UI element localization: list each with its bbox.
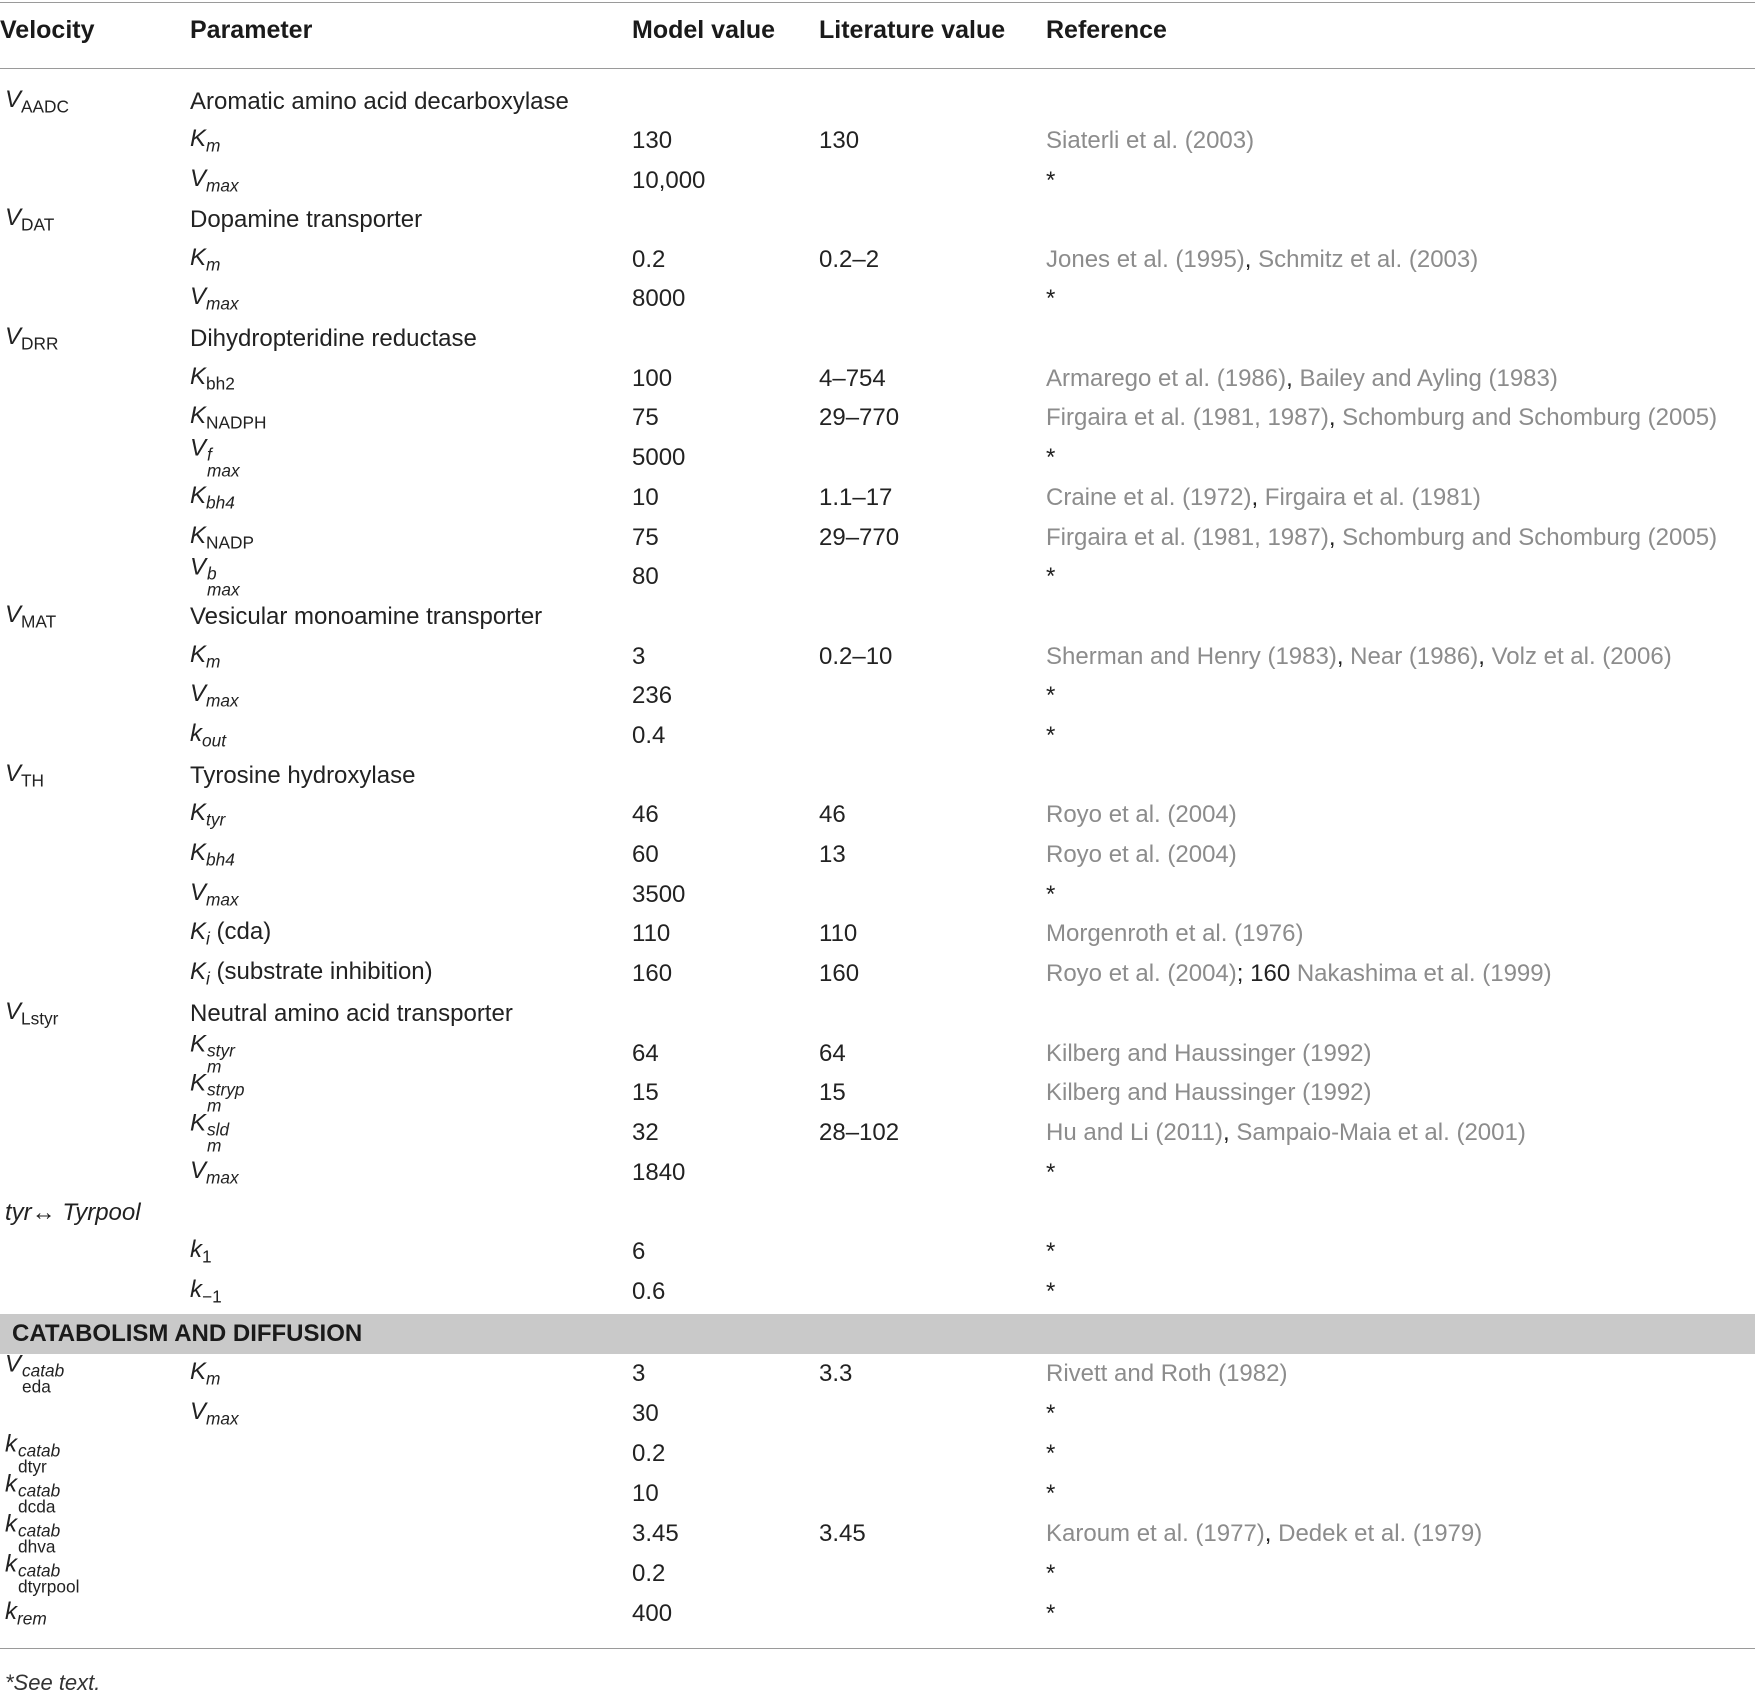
parameter-cell: $V_{max}$ — [190, 1398, 239, 1429]
reference-link[interactable]: Bailey and Ayling (1983) — [1299, 365, 1558, 392]
see-text-marker: * — [1046, 563, 1056, 590]
model-value: 3 — [632, 1360, 646, 1387]
model-value: 60 — [632, 841, 659, 868]
see-text-marker: * — [1046, 1440, 1056, 1467]
reference-link[interactable]: Hu and Li (2011) — [1046, 1119, 1223, 1146]
table-row — [0, 1510, 1755, 1557]
reference-link[interactable]: Kilberg and Haussinger (1992) — [1046, 1079, 1372, 1106]
model-value: 10,000 — [632, 167, 706, 194]
model-value: 236 — [632, 682, 673, 709]
model-value: 30 — [632, 1400, 659, 1427]
reference-link[interactable]: Schmitz et al. (2003) — [1258, 246, 1479, 273]
model-value: 64 — [632, 1040, 659, 1067]
see-text-marker: * — [1046, 682, 1056, 709]
reference-cell: Firgaira et al. (1981, 1987), Schomburg and Schomburg (2005) — [1046, 524, 1718, 551]
literature-value: 28–102 — [819, 1119, 900, 1146]
table-row — [0, 1550, 1755, 1597]
parameter-cell: $K_m$ — [190, 641, 221, 672]
header-reference: Reference — [1046, 16, 1167, 44]
reference-link[interactable]: Near (1986) — [1350, 643, 1479, 670]
reference-cell: Royo et al. (2004); 160 Nakashima et al. (1999) — [1046, 960, 1552, 987]
reference-link[interactable]: Sherman and Henry (1983) — [1046, 643, 1337, 670]
table-row — [0, 161, 1755, 201]
parameter-cell: $V_{max}$ — [190, 879, 239, 910]
table-row — [0, 1153, 1755, 1193]
reference-link[interactable]: Siaterli et al. (2003) — [1046, 127, 1255, 154]
table-row — [0, 835, 1755, 875]
table-row — [0, 478, 1755, 518]
header-velocity: Velocity — [0, 16, 95, 44]
model-value: 3 — [632, 643, 646, 670]
table-row — [0, 319, 1755, 359]
model-value: 3.45 — [632, 1520, 679, 1547]
footnote: *See text. — [5, 1670, 101, 1695]
parameter-cell: $K_m$ — [190, 125, 221, 156]
see-text-marker: * — [1046, 1400, 1056, 1427]
table-row — [0, 994, 1755, 1034]
parameter-cell: $K_i$ (substrate inhibition) — [190, 958, 433, 989]
reference-cell: Craine et al. (1972), Firgaira et al. (1981) — [1046, 484, 1481, 511]
parameter-cell: $V_{max}$ — [190, 165, 239, 196]
reference-cell: Jones et al. (1995), Schmitz et al. (2003) — [1046, 246, 1479, 273]
reference-link[interactable]: Jones et al. (1995) — [1046, 246, 1245, 273]
parameter-cell: $k_{out}$ — [190, 720, 227, 751]
see-text-marker: * — [1046, 285, 1056, 312]
reference-cell: Hu and Li (2011), Sampaio-Maia et al. (2001) — [1046, 1119, 1526, 1146]
see-text-marker: * — [1046, 444, 1056, 471]
velocity-cell: $V_{DRR}$ — [5, 323, 59, 354]
parameter-cell: $K_i$ (cda) — [190, 918, 272, 949]
model-value: 10 — [632, 484, 659, 511]
literature-value: 1.1–17 — [819, 484, 893, 511]
model-value: 0.2 — [632, 246, 666, 273]
table-row — [0, 553, 1755, 600]
parameter-cell: $K_{NADP}$ — [190, 522, 254, 553]
table-row — [0, 1232, 1755, 1272]
table-row — [0, 1109, 1755, 1156]
literature-value: 110 — [819, 920, 858, 947]
velocity-cell: $V_{AADC}$ — [5, 86, 69, 117]
reference-link[interactable]: Dedek et al. (1979) — [1278, 1520, 1483, 1547]
parameter-cell: V b max — [190, 553, 240, 600]
table-row — [0, 795, 1755, 835]
reference-link[interactable]: Firgaira et al. (1981) — [1264, 484, 1481, 511]
velocity-cell: $V_{Lstyr}$ — [5, 998, 59, 1029]
see-text-marker: * — [1046, 881, 1056, 908]
literature-value: 13 — [819, 841, 846, 868]
table-row — [0, 1350, 1755, 1397]
literature-value: 4–754 — [819, 365, 886, 392]
header-model-value: Model value — [632, 16, 776, 44]
table-row — [0, 1594, 1755, 1634]
reference-link[interactable]: Sampaio-Maia et al. (2001) — [1236, 1119, 1526, 1146]
model-value: 0.4 — [632, 722, 666, 749]
reference-link[interactable]: Schomburg and Schomburg (2005) — [1342, 404, 1718, 431]
reference-cell: Karoum et al. (1977), Dedek et al. (1979) — [1046, 1520, 1483, 1547]
see-text-marker: * — [1046, 167, 1056, 194]
reference-link[interactable]: Rivett and Roth (1982) — [1046, 1360, 1288, 1387]
parameter-cell: $K_{NADPH}$ — [190, 402, 267, 433]
model-value: 80 — [632, 563, 659, 590]
model-value: 0.2 — [632, 1440, 666, 1467]
table-row — [0, 637, 1755, 677]
model-value: 75 — [632, 404, 659, 431]
table-row — [0, 1272, 1755, 1312]
velocity-cell: k catab dtyrpool — [5, 1550, 80, 1597]
reference-link[interactable]: Morgenroth et al. (1976) — [1046, 920, 1304, 947]
reference-cell: Armarego et al. (1986), Bailey and Ayling (1983) — [1046, 365, 1558, 392]
parameter-cell: $K_{bh4}$ — [190, 482, 235, 513]
literature-value: 29–770 — [819, 404, 900, 431]
velocity-cell: $V_{DAT}$ — [5, 204, 55, 235]
reference-link[interactable]: Schomburg and Schomburg (2005) — [1342, 524, 1718, 551]
velocity-cell: $V_{MAT}$ — [5, 601, 57, 632]
table-row — [0, 914, 1755, 954]
table-row — [0, 240, 1755, 280]
reference-cell: Firgaira et al. (1981, 1987), Schomburg and Schomburg (2005) — [1046, 404, 1718, 431]
table-row — [0, 398, 1755, 438]
velocity-cell: V catab eda — [5, 1350, 65, 1397]
literature-value: 0.2–10 — [819, 643, 893, 670]
parameter-cell: $K_{tyr}$ — [190, 799, 226, 830]
enzyme-name: Aromatic amino acid decarboxylase — [190, 88, 569, 115]
reference-link[interactable]: Karoum et al. (1977) — [1046, 1520, 1265, 1547]
literature-value: 64 — [819, 1040, 846, 1067]
table-row — [0, 954, 1755, 994]
table-row — [0, 1394, 1755, 1434]
header-rule — [0, 68, 1755, 69]
parameter-cell: K stryp m — [190, 1069, 245, 1116]
model-value: 160 — [632, 960, 673, 987]
table-top-rule — [0, 2, 1755, 3]
table-row — [0, 518, 1755, 558]
literature-value: 160 — [819, 960, 860, 987]
table-row — [0, 597, 1755, 637]
table-row — [0, 279, 1755, 319]
section-header — [0, 1314, 1755, 1354]
reference-link[interactable]: Firgaira et al. (1981, 1987) — [1046, 524, 1329, 551]
reference-link[interactable]: Royo et al. (2004) — [1046, 960, 1237, 987]
section-title: CATABOLISM AND DIFFUSION — [12, 1320, 363, 1347]
model-value: 0.2 — [632, 1560, 666, 1587]
table-row — [0, 121, 1755, 161]
table-row — [0, 82, 1755, 122]
reference-link[interactable]: Royo et al. (2004) — [1046, 841, 1237, 868]
parameter-cell: $V_{max}$ — [190, 680, 239, 711]
model-value: 8000 — [632, 285, 686, 312]
parameter-cell: $V_{max}$ — [190, 1157, 239, 1188]
header-parameter: Parameter — [190, 16, 313, 44]
see-text-marker: * — [1046, 722, 1056, 749]
reference-cell: Sherman and Henry (1983), Near (1986), Volz et al. (2006) — [1046, 643, 1672, 670]
literature-value: 15 — [819, 1079, 846, 1106]
reference-link[interactable]: Nakashima et al. (1999) — [1296, 960, 1552, 987]
table-row — [0, 200, 1755, 240]
reference-link[interactable]: Royo et al. (2004) — [1046, 801, 1237, 828]
model-value: 400 — [632, 1600, 673, 1627]
reference-link[interactable]: Firgaira et al. (1981, 1987) — [1046, 404, 1329, 431]
table-row — [0, 1470, 1755, 1517]
velocity-cell: $V_{TH}$ — [5, 760, 45, 791]
velocity-cell: k catab dhva — [5, 1510, 61, 1557]
table-row — [0, 359, 1755, 399]
model-value: 130 — [632, 127, 673, 154]
model-value: 10 — [632, 1480, 659, 1507]
reference-link[interactable]: Kilberg and Haussinger (1992) — [1046, 1040, 1372, 1067]
literature-value: 29–770 — [819, 524, 900, 551]
table-row — [0, 875, 1755, 915]
see-text-marker: * — [1046, 1560, 1056, 1587]
see-text-marker: * — [1046, 1480, 1056, 1507]
table-row — [0, 434, 1755, 481]
enzyme-name: Dopamine transporter — [190, 206, 423, 233]
velocity-cell: tyr↔ Tyrpool — [5, 1199, 141, 1226]
model-value: 110 — [632, 920, 671, 947]
model-value: 46 — [632, 801, 659, 828]
model-value: 32 — [632, 1119, 659, 1146]
table-row — [0, 716, 1755, 756]
parameter-cell: $k_1$ — [190, 1236, 212, 1267]
header-literature-value: Literature value — [819, 16, 1006, 44]
table-row — [0, 1069, 1755, 1116]
parameter-cell: V f max — [190, 434, 240, 481]
model-value: 75 — [632, 524, 659, 551]
table-row — [0, 1193, 1755, 1233]
velocity-cell: $k_{rem}$ — [5, 1598, 47, 1629]
enzyme-name: Tyrosine hydroxylase — [190, 762, 416, 789]
model-value: 0.6 — [632, 1278, 666, 1305]
parameter-cell: $K_{bh2}$ — [190, 363, 235, 394]
table-row — [0, 676, 1755, 716]
literature-value: 0.2–2 — [819, 246, 880, 273]
velocity-cell: k catab dcda — [5, 1470, 61, 1517]
enzyme-name: Vesicular monoamine transporter — [190, 603, 543, 630]
reference-link[interactable]: Armarego et al. (1986) — [1046, 365, 1287, 392]
literature-value: 3.45 — [819, 1520, 866, 1547]
parameter-cell: K styr m — [190, 1030, 235, 1077]
model-value: 15 — [632, 1079, 659, 1106]
parameter-cell: $K_m$ — [190, 244, 221, 275]
parameter-cell: $k_{-1}$ — [190, 1276, 222, 1307]
reference-link[interactable]: Craine et al. (1972) — [1046, 484, 1252, 511]
table-row — [0, 1430, 1755, 1477]
model-value: 3500 — [632, 881, 686, 908]
model-value: 100 — [632, 365, 673, 392]
reference-link[interactable]: Volz et al. (2006) — [1491, 643, 1672, 670]
see-text-marker: * — [1046, 1238, 1056, 1265]
see-text-marker: * — [1046, 1600, 1056, 1627]
enzyme-name: Dihydropteridine reductase — [190, 325, 477, 352]
parameter-cell: $K_m$ — [190, 1358, 221, 1389]
see-text-marker: * — [1046, 1278, 1056, 1305]
literature-value: 46 — [819, 801, 846, 828]
literature-value: 3.3 — [819, 1360, 853, 1387]
parameter-cell: K sld m — [190, 1109, 230, 1156]
parameter-cell: $V_{max}$ — [190, 283, 239, 314]
table-bottom-rule — [0, 1648, 1755, 1649]
model-value: 5000 — [632, 444, 686, 471]
see-text-marker: * — [1046, 1159, 1056, 1186]
enzyme-name: Neutral amino acid transporter — [190, 1000, 513, 1027]
parameter-cell: $K_{bh4}$ — [190, 839, 235, 870]
model-value: 6 — [632, 1238, 646, 1265]
velocity-cell: k catab dtyr — [5, 1430, 61, 1477]
table-row — [0, 1030, 1755, 1077]
literature-value: 130 — [819, 127, 860, 154]
model-value: 1840 — [632, 1159, 686, 1186]
table-row — [0, 756, 1755, 796]
